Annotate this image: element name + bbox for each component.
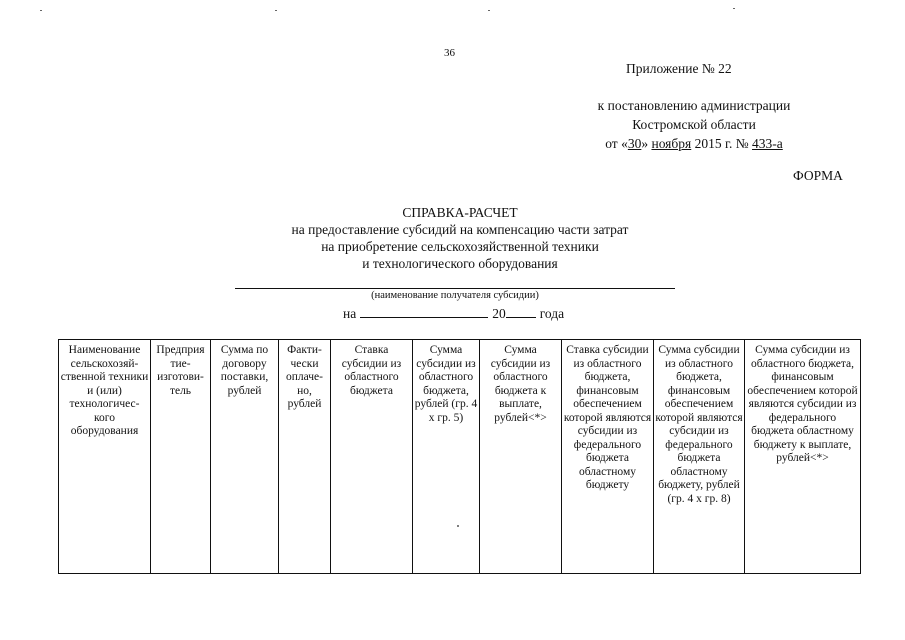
document-subtitle-1: на предоставление субсидий на компенсацию части затрат	[291, 222, 629, 237]
column-header: Факти-чески оплаче-но, рублей	[279, 340, 331, 574]
column-header: Сумма субсидии из областного бюджета, финансовым обеспечением которой являются субсидии из федерального бюджета областному бюджету, рублей (гр. 4 х гр. 8)	[654, 340, 745, 574]
decree-number: 433-а	[752, 136, 783, 151]
column-header: Наименование сельскохозяй-ственной техники и (или) технологичес-кого оборудования	[59, 340, 151, 574]
page-number: 36	[444, 47, 455, 59]
scan-speck	[488, 10, 490, 11]
date-month: ноября	[651, 136, 692, 151]
appendix-label: Приложение № 22	[626, 61, 732, 76]
calculation-table	[58, 339, 861, 574]
column-header: Ставка субсидии из областного бюджета	[331, 340, 413, 574]
column-header: Сумма субсидии из областного бюджета, финансовым обеспечением которой являются субсидии из федерального бюджета областному бюджету к выплате, рублей<*>	[745, 340, 861, 574]
date-day: 30	[627, 136, 642, 151]
scan-speck	[40, 10, 42, 11]
report-date-row	[343, 305, 564, 322]
decree-line-2: Костромской области	[632, 117, 756, 132]
date-prefix: от «	[605, 136, 628, 151]
scan-speck	[275, 10, 277, 11]
document-title: СПРАВКА-РАСЧЕТ	[402, 205, 518, 220]
date-row-year: 20	[492, 306, 506, 321]
document-subtitle-3: и технологического оборудования	[362, 256, 558, 271]
year-blank-field	[506, 305, 536, 318]
column-header: Предприя тие-изготови-тель	[151, 340, 211, 574]
decree-line-1: к постановлению администрации	[597, 98, 791, 113]
document-subtitle-2: на приобретение сельскохозяйственной техники	[321, 239, 599, 254]
date-mid-1: »	[641, 136, 652, 151]
decree-date-line	[544, 136, 844, 152]
column-header: Сумма субсидии из областного бюджета к выплате, рублей<*>	[480, 340, 562, 574]
column-header: Сумма субсидии из областного бюджета, рублей (гр. 4 х гр. 5)	[413, 340, 480, 574]
scan-speck	[733, 8, 735, 9]
column-header: Ставка субсидии из областного бюджета, финансовым обеспечением которой являются субсидии из федерального бюджета областному бюджету	[562, 340, 654, 574]
date-row-prefix: на	[343, 306, 357, 321]
form-label: ФОРМА	[793, 168, 843, 183]
date-mid-2: 2015 г. №	[691, 136, 753, 151]
scan-speck	[457, 525, 459, 527]
column-header: Сумма по договору поставки, рублей	[211, 340, 279, 574]
date-blank-field	[360, 305, 488, 318]
date-row-suffix: года	[539, 306, 565, 321]
table-header-row	[59, 340, 861, 574]
recipient-caption: (наименование получателя субсидии)	[371, 290, 539, 301]
recipient-name-line	[235, 288, 675, 289]
